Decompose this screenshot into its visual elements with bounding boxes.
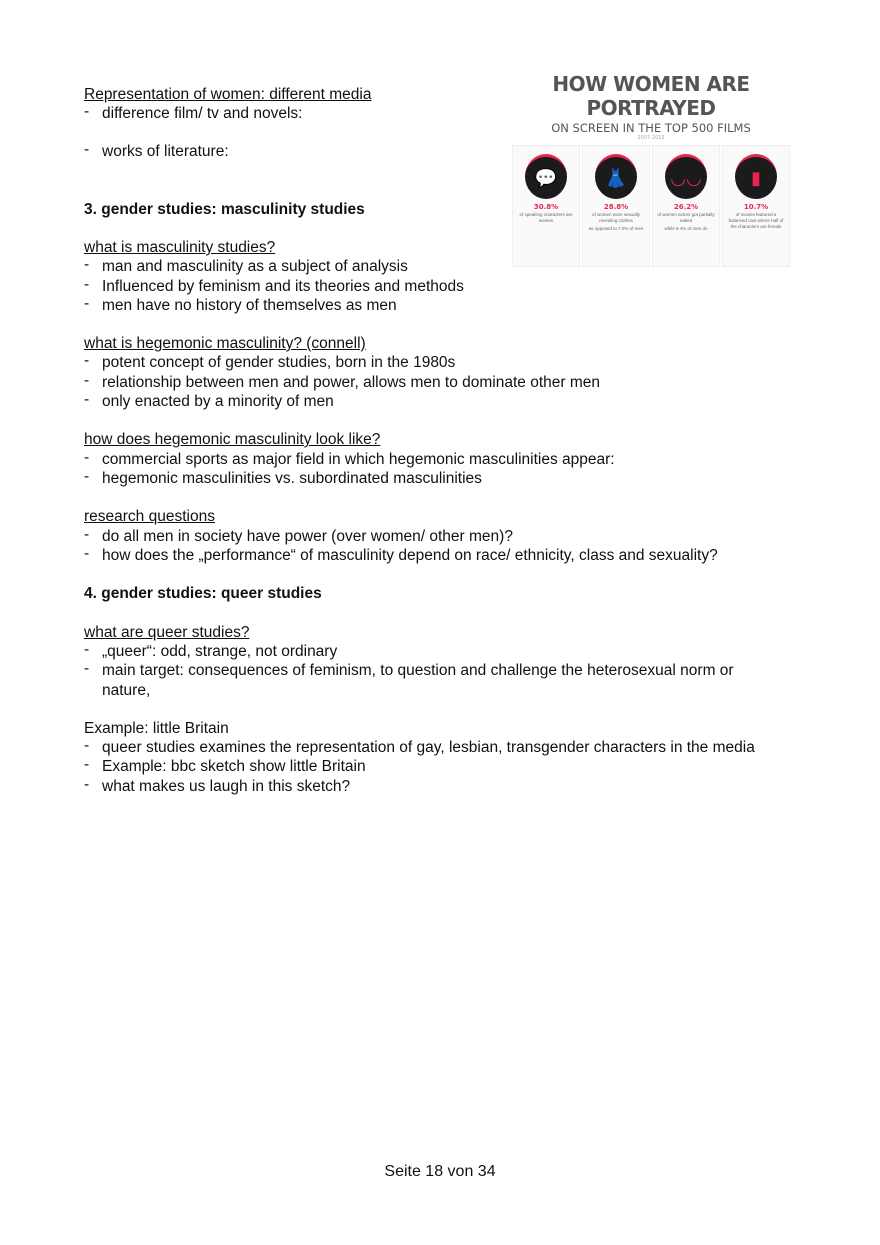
stat-percent: 10.7% (743, 203, 769, 211)
bullet-item: - Example: bbc sketch show little Britain (102, 758, 366, 776)
stat-percent: 26.2% (673, 203, 699, 211)
text-line: Example: little Britain (84, 720, 229, 737)
bullet-item: - do all men in society have power (over women/ other men)? (102, 528, 513, 546)
infographic-image (512, 72, 790, 250)
subheading: what is hegemonic masculinity? (connell) (84, 335, 366, 352)
stat-caption: of movies featured a balanced cast where half of the characters are female (728, 212, 784, 229)
stat-caption: of speaking characters are women (519, 212, 573, 223)
infographic-years: 2007-2012 (637, 135, 665, 141)
subheading: what are queer studies? (84, 624, 250, 641)
infographic-subtitle: ON SCREEN IN THE TOP 500 FILMS (551, 121, 751, 135)
stat-card (512, 145, 580, 267)
stat-comparison (723, 231, 789, 233)
stat-card (582, 145, 650, 267)
bullet-item: - what makes us laugh in this sketch? (102, 778, 350, 796)
bullet-item: - only enacted by a minority of men (102, 393, 334, 411)
bullet-item: - main target: consequences of feminism, to question and challenge the heterosexual norm or (102, 662, 734, 680)
bullet-item: - potent concept of gender studies, born in the 1980s (102, 354, 455, 372)
subheading: how does hegemonic masculinity look like? (84, 431, 381, 448)
infographic-title: HOW WOMEN ARE PORTRAYED (552, 72, 750, 120)
bullet-item: - man and masculinity as a subject of analysis (102, 258, 408, 276)
stat-caption: of women wore sexually revealing clothes (591, 212, 641, 223)
stat-comparison: while 9.4% of men do (664, 226, 708, 231)
speech-bubble-icon: 💬 (525, 154, 567, 199)
stat-percent: 28.8% (603, 203, 629, 211)
page-number: Seite 18 von 34 (384, 1163, 496, 1180)
stat-caption: of women actors got partially naked (657, 212, 715, 223)
stat-percent: 30.8% (533, 203, 559, 211)
bullet-item: - Influenced by feminism and its theories and methods (102, 278, 464, 296)
bullet-item: - hegemonic masculinities vs. subordinated masculinities (102, 470, 482, 488)
stat-comparison (513, 225, 579, 227)
section-heading: 3. gender studies: masculinity studies (84, 201, 365, 218)
subheading: Representation of women: different media (84, 86, 372, 103)
subheading: research questions (84, 508, 215, 525)
bullet-item: - commercial sports as major field in which hegemonic masculinities appear: (102, 451, 615, 469)
bullet-item: - men have no history of themselves as men (102, 297, 397, 315)
bullet-item: - works of literature: (102, 143, 229, 161)
film-strip-icon: ▮ (735, 154, 777, 199)
bullet-item: - „queer“: odd, strange, not ordinary (102, 643, 337, 661)
stat-comparison: as opposed to 7.0% of men (588, 226, 644, 231)
bullet-item: - how does the „performance“ of masculinity depend on race/ ethnicity, class and sexuality? (102, 547, 718, 565)
stat-card (722, 145, 790, 267)
bullet-item: - queer studies examines the representation of gay, lesbian, transgender characters in the media (102, 739, 755, 757)
section-heading: 4. gender studies: queer studies (84, 585, 322, 602)
stat-card (652, 145, 720, 267)
bullet-item: - difference film/ tv and novels: (102, 105, 302, 123)
bra-icon: ◡◡ (665, 154, 707, 199)
bullet-item: - relationship between men and power, allows men to dominate other men (102, 374, 600, 392)
subheading: what is masculinity studies? (84, 239, 276, 256)
dress-icon: 👗 (595, 154, 637, 199)
text-line: nature, (102, 682, 151, 699)
